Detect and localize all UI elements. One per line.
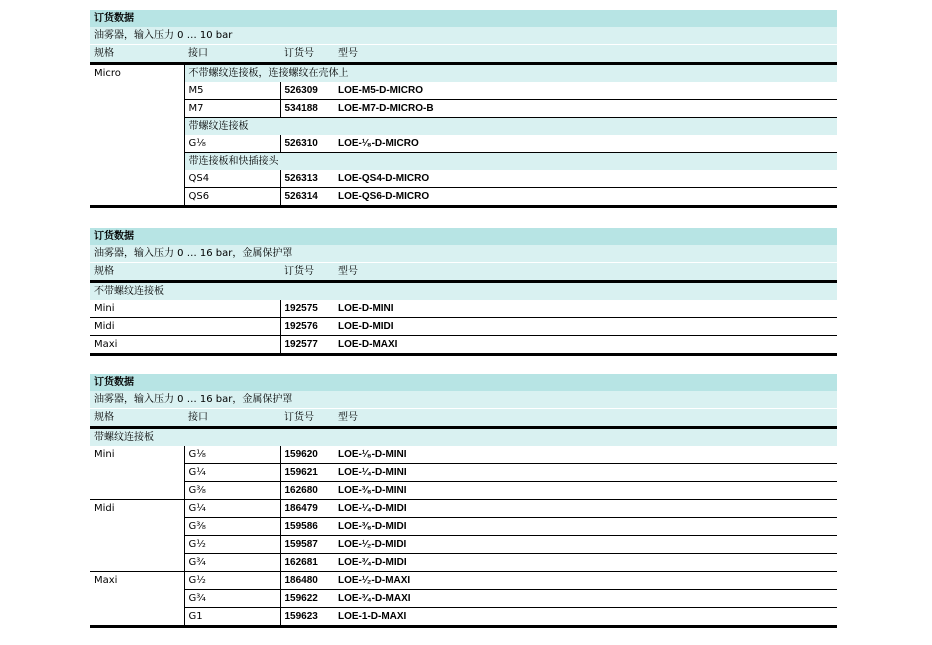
type-cell: LOE-³⁄₈-D-MIDI bbox=[334, 518, 837, 536]
order-table-micro bbox=[90, 10, 837, 208]
table-row bbox=[90, 300, 837, 318]
table-row bbox=[90, 500, 837, 518]
port-cell: G³⁄₈ bbox=[184, 518, 280, 536]
port-cell: G¹⁄₄ bbox=[184, 464, 280, 482]
part-no-cell: 526310 bbox=[280, 135, 334, 153]
type-cell: LOE-M7-D-MICRO-B bbox=[334, 100, 837, 118]
part-no-cell: 186479 bbox=[280, 500, 334, 518]
size-cell: Micro bbox=[90, 64, 184, 83]
table-row bbox=[90, 336, 837, 355]
port-cell: G³⁄₄ bbox=[184, 554, 280, 572]
type-cell: LOE-M5-D-MICRO bbox=[334, 82, 837, 100]
type-cell: LOE-¹⁄₈-D-MINI bbox=[334, 446, 837, 464]
port-cell: QS6 bbox=[184, 188, 280, 207]
type-cell: LOE-1-D-MAXI bbox=[334, 608, 837, 627]
header-part-no: 订货号 bbox=[280, 45, 334, 64]
part-no-cell: 159623 bbox=[280, 608, 334, 627]
port-cell: G³⁄₈ bbox=[184, 482, 280, 500]
group-label: 带螺纹连接板 bbox=[90, 428, 837, 447]
header-type: 型号 bbox=[334, 45, 837, 64]
header-size: 规格 bbox=[90, 45, 184, 64]
type-cell: LOE-D-MINI bbox=[334, 300, 837, 318]
group-label: 带螺纹连接板 bbox=[184, 118, 837, 136]
part-no-cell: 159620 bbox=[280, 446, 334, 464]
type-cell: LOE-QS4-D-MICRO bbox=[334, 170, 837, 188]
table-title: 订货数据 bbox=[90, 10, 837, 27]
header-part-no: 订货号 bbox=[280, 409, 334, 428]
port-cell: G¹⁄₄ bbox=[184, 500, 280, 518]
size-cell: Midi bbox=[94, 503, 115, 514]
table-row bbox=[90, 590, 837, 608]
type-cell: LOE-³⁄₈-D-MINI bbox=[334, 482, 837, 500]
header-port: 接口 bbox=[184, 409, 280, 428]
part-no-cell: 162681 bbox=[280, 554, 334, 572]
port-cell: G¹⁄₂ bbox=[184, 536, 280, 554]
table-row bbox=[90, 446, 837, 464]
type-cell: LOE-¹⁄₄-D-MINI bbox=[334, 464, 837, 482]
type-cell: LOE-³⁄₄-D-MAXI bbox=[334, 590, 837, 608]
part-no-cell: 186480 bbox=[280, 572, 334, 590]
header-type: 型号 bbox=[334, 263, 837, 282]
part-no-cell: 159621 bbox=[280, 464, 334, 482]
port-cell: G¹⁄₈ bbox=[184, 446, 280, 464]
table-title: 订货数据 bbox=[90, 228, 837, 245]
type-cell: LOE-¹⁄₄-D-MIDI bbox=[334, 500, 837, 518]
part-no-cell: 534188 bbox=[280, 100, 334, 118]
group-label: 带连接板和快插接头 bbox=[184, 153, 837, 171]
table-row bbox=[90, 536, 837, 554]
table-row bbox=[90, 82, 837, 100]
type-cell: LOE-³⁄₄-D-MIDI bbox=[334, 554, 837, 572]
part-no-cell: 526314 bbox=[280, 188, 334, 207]
size-cell: Maxi bbox=[90, 336, 280, 355]
order-table-threaded-plate bbox=[90, 374, 837, 628]
port-cell: G¹⁄₈ bbox=[184, 135, 280, 153]
type-cell: LOE-D-MAXI bbox=[334, 336, 837, 355]
table-subtitle: 油雾器，输入压力 0 … 16 bar，金属保护罩 bbox=[90, 245, 837, 263]
port-cell: M7 bbox=[184, 100, 280, 118]
header-size: 规格 bbox=[90, 263, 280, 282]
part-no-cell: 526313 bbox=[280, 170, 334, 188]
table-row bbox=[90, 464, 837, 482]
table-row bbox=[90, 554, 837, 572]
size-cell: Midi bbox=[90, 318, 280, 336]
port-cell: M5 bbox=[184, 82, 280, 100]
part-no-cell: 192577 bbox=[280, 336, 334, 355]
part-no-cell: 162680 bbox=[280, 482, 334, 500]
header-size: 规格 bbox=[90, 409, 184, 428]
table-row bbox=[90, 482, 837, 500]
group-label: 不带螺纹连接板 bbox=[90, 282, 837, 301]
type-cell: LOE-¹⁄₂-D-MIDI bbox=[334, 536, 837, 554]
part-no-cell: 192575 bbox=[280, 300, 334, 318]
header-port: 接口 bbox=[184, 45, 280, 64]
table-subtitle: 油雾器，输入压力 0 … 16 bar，金属保护罩 bbox=[90, 391, 837, 409]
table-row bbox=[90, 518, 837, 536]
table-row bbox=[90, 318, 837, 336]
type-cell: LOE-¹⁄₂-D-MAXI bbox=[334, 572, 837, 590]
header-part-no: 订货号 bbox=[280, 263, 334, 282]
size-cell: Mini bbox=[94, 449, 115, 460]
part-no-cell: 192576 bbox=[280, 318, 334, 336]
part-no-cell: 159622 bbox=[280, 590, 334, 608]
port-cell: G¹⁄₂ bbox=[184, 572, 280, 590]
type-cell: LOE-¹⁄₈-D-MICRO bbox=[334, 135, 837, 153]
table-title: 订货数据 bbox=[90, 374, 837, 391]
order-table-metal-bowl bbox=[90, 228, 837, 356]
port-cell: G1 bbox=[184, 608, 280, 627]
part-no-cell: 159587 bbox=[280, 536, 334, 554]
table-row bbox=[90, 608, 837, 627]
table-row bbox=[90, 170, 837, 188]
size-cell: Maxi bbox=[94, 575, 118, 586]
header-type: 型号 bbox=[334, 409, 837, 428]
table-row bbox=[90, 572, 837, 590]
group-label: 不带螺纹连接板，连接螺纹在壳体上 bbox=[184, 64, 837, 83]
type-cell: LOE-QS6-D-MICRO bbox=[334, 188, 837, 207]
table-subtitle: 油雾器，输入压力 0 … 10 bar bbox=[90, 27, 837, 45]
part-no-cell: 159586 bbox=[280, 518, 334, 536]
type-cell: LOE-D-MIDI bbox=[334, 318, 837, 336]
table-row bbox=[90, 135, 837, 153]
port-cell: G³⁄₄ bbox=[184, 590, 280, 608]
table-row bbox=[90, 100, 837, 118]
port-cell: QS4 bbox=[184, 170, 280, 188]
table-row bbox=[90, 188, 837, 207]
size-cell: Mini bbox=[90, 300, 280, 318]
part-no-cell: 526309 bbox=[280, 82, 334, 100]
